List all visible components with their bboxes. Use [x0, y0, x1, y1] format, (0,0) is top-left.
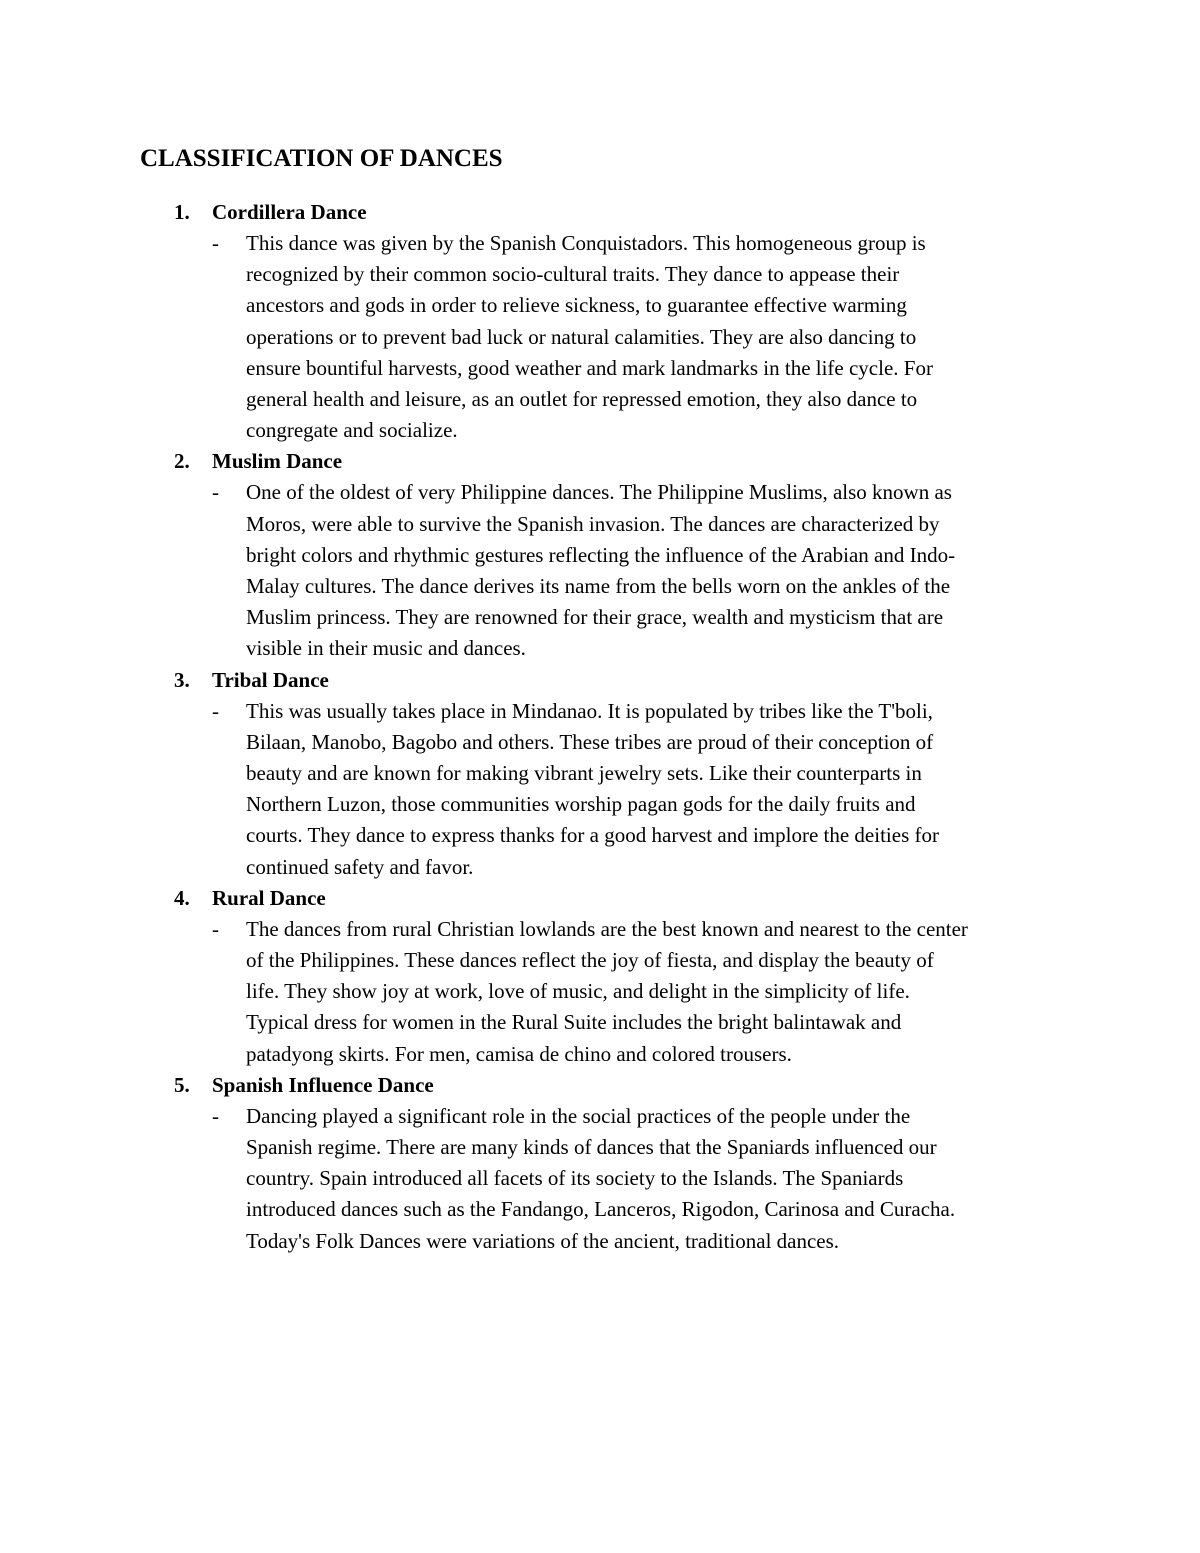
document-title: CLASSIFICATION OF DANCES [140, 145, 503, 172]
section-description: The dances from rural Christian lowlands are the best known and nearest to the center of the Philippines. These dances reflect the joy of fiesta, and display the beauty of life. They show joy at work, love of music, and delight in the simplicity of life. Typical dress for women in the Rural Suite includes the bright balintawak and patadyong skirts. For men, camisa de chino and colored trousers. [246, 916, 968, 1066]
section-cordillera-dance [0, 197, 1200, 446]
section-description: This dance was given by the Spanish Conquistadors. This homogeneous group is recognized by their common socio-cultural traits. They dance to appease their ancestors and gods in order to relieve sickness, to guarantee effective warming operations or to prevent bad luck or natural calamities. They are also dancing to ensure bountiful harvests, good weather and mark landmarks in the life cycle. For general health and leisure, as an outlet for repressed emotion, they also dance to congregate and socialize. [246, 231, 933, 443]
section-muslim-dance [0, 446, 1200, 664]
section-name: Spanish Influence Dance [212, 1072, 434, 1097]
section-rural-dance [0, 883, 1200, 1070]
section-body [0, 477, 1200, 664]
section-body [0, 914, 1200, 1070]
bullet-dash: - [212, 698, 219, 723]
section-number: 1. [174, 200, 190, 224]
section-tribal-dance [0, 665, 1200, 883]
bullet-dash: - [212, 480, 219, 505]
section-heading [0, 197, 1200, 228]
section-name: Muslim Dance [212, 449, 343, 474]
section-description: Dancing played a significant role in the social practices of the people under the Spanish regime. There are many kinds of dances that the Spaniards influenced our country. Spain introduced all facets of its society to the Islands. The Spaniards introduced dances such as the Fandango, Lanceros, Rigodon, Carinosa and Curacha. Today's Folk Dances were variations of the ancient, traditional dances. [246, 1103, 956, 1253]
bullet-dash: - [212, 231, 219, 255]
section-number: 4. [174, 885, 190, 910]
section-description: This was usually takes place in Mindanao. It is populated by tribes like the T'boli, Bilaan, Manobo, Bagobo and others. These tribes are proud of their conception of beauty and are known for making vibrant jewelry sets. Like their counterparts in Northern Luzon, those communities worship pagan gods for the daily fruits and courts. They dance to express thanks for a good harvest and implore the deities for continued safety and favor. [246, 698, 939, 879]
section-body [0, 228, 1200, 446]
section-heading [0, 1070, 1200, 1101]
section-heading [0, 446, 1200, 477]
section-number: 3. [174, 667, 190, 692]
section-spanish-influence-dance [0, 1070, 1200, 1257]
section-description: One of the oldest of very Philippine dances. The Philippine Muslims, also known as Moros, were able to survive the Spanish invasion. The dances are characterized by bright colors and rhythmic gestures reflecting the influence of the Arabian and Indo- Malay cultures. The dance derives its name from the bells worn on the ankles of the Muslim princess. They are renowned for their grace, wealth and mysticism that are visible in their music and dances. [246, 480, 956, 661]
bullet-dash: - [212, 1103, 219, 1128]
section-number: 2. [174, 449, 190, 474]
section-heading [0, 665, 1200, 696]
section-body [0, 696, 1200, 883]
section-heading [0, 883, 1200, 914]
dance-classification-list [0, 197, 1200, 1257]
section-number: 5. [174, 1072, 190, 1097]
section-name: Tribal Dance [212, 667, 329, 692]
section-name: Cordillera Dance [212, 200, 367, 224]
bullet-dash: - [212, 916, 219, 941]
section-name: Rural Dance [212, 885, 326, 910]
section-body [0, 1101, 1200, 1257]
